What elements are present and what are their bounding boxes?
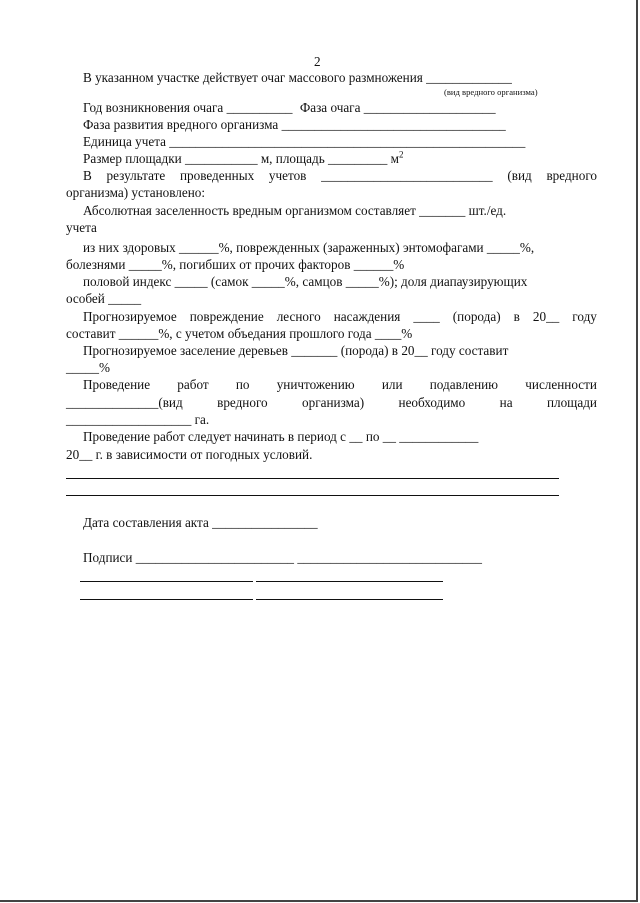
signature-line-1a bbox=[80, 581, 253, 582]
line-weather: 20__ г. в зависимости от погодных условий. bbox=[66, 447, 313, 462]
blank-line-2 bbox=[66, 495, 559, 496]
line-start-period: Проведение работ следует начинать в период с __ по __ ____________ bbox=[83, 429, 479, 444]
line-individuals: особей _____ bbox=[66, 291, 142, 306]
line-outbreak: В указанном участке действует очаг массового размножения _____________ bbox=[83, 70, 512, 85]
line-survey-results: В результате проведенных учетов __________________________ (вид вредного bbox=[83, 168, 597, 183]
line-absolute-population: Абсолютная заселенность вредным организмом составляет _______ шт./ед. bbox=[83, 203, 507, 218]
line-percent: _____% bbox=[66, 360, 110, 375]
page-number: 2 bbox=[314, 54, 321, 69]
line-forecast-settlement: Прогнозируемое заселение деревьев _______ (порода) в 20__ году составит bbox=[83, 343, 509, 358]
line-unit-cont: учета bbox=[66, 220, 97, 235]
signature-line-2b bbox=[256, 599, 443, 600]
line-will-be: составит ______%, с учетом объедания прошлого года ____% bbox=[66, 326, 413, 341]
line-plot-size: Размер площадки ___________ м, площадь _________ $м^2$ bbox=[83, 149, 404, 166]
line-signatures: Подписи ________________________ ____________________________ bbox=[83, 550, 482, 565]
line-forecast-damage: Прогнозируемое повреждение лесного насаждения ____ (порода) в 20__ году bbox=[83, 309, 597, 324]
signature-line-1b bbox=[256, 581, 443, 582]
line-hectares: ___________________ га. bbox=[66, 412, 210, 427]
line-sex-index: половой индекс _____ (самок _____%, самцов _____%); доля диапаузирующих bbox=[83, 274, 528, 289]
signature-line-2a bbox=[80, 599, 253, 600]
line-works: Проведение работ по уничтожению или подавлению численности bbox=[83, 377, 597, 392]
line-diseases: болезнями _____%, погибших от прочих факторов ______% bbox=[66, 257, 405, 272]
line-development-phase: Фаза развития вредного организма __________________________________ bbox=[83, 117, 506, 132]
line-unit: Единица учета ______________________________________________________ bbox=[83, 134, 526, 149]
note-pest-species: (вид вредного организма) bbox=[444, 87, 538, 97]
line-pest-area: ______________(вид вредного организма) необходимо на площади bbox=[66, 395, 597, 410]
line-established: организма) установлено: bbox=[66, 185, 206, 200]
line-healthy: из них здоровых ______%, поврежденных (зараженных) энтомофагами _____%, bbox=[83, 240, 535, 255]
blank-line-1 bbox=[66, 478, 559, 479]
line-act-date: Дата составления акта ________________ bbox=[83, 515, 318, 530]
line-year-phase: Год возникновения очага __________ Фаза очага ____________________ bbox=[83, 100, 496, 115]
